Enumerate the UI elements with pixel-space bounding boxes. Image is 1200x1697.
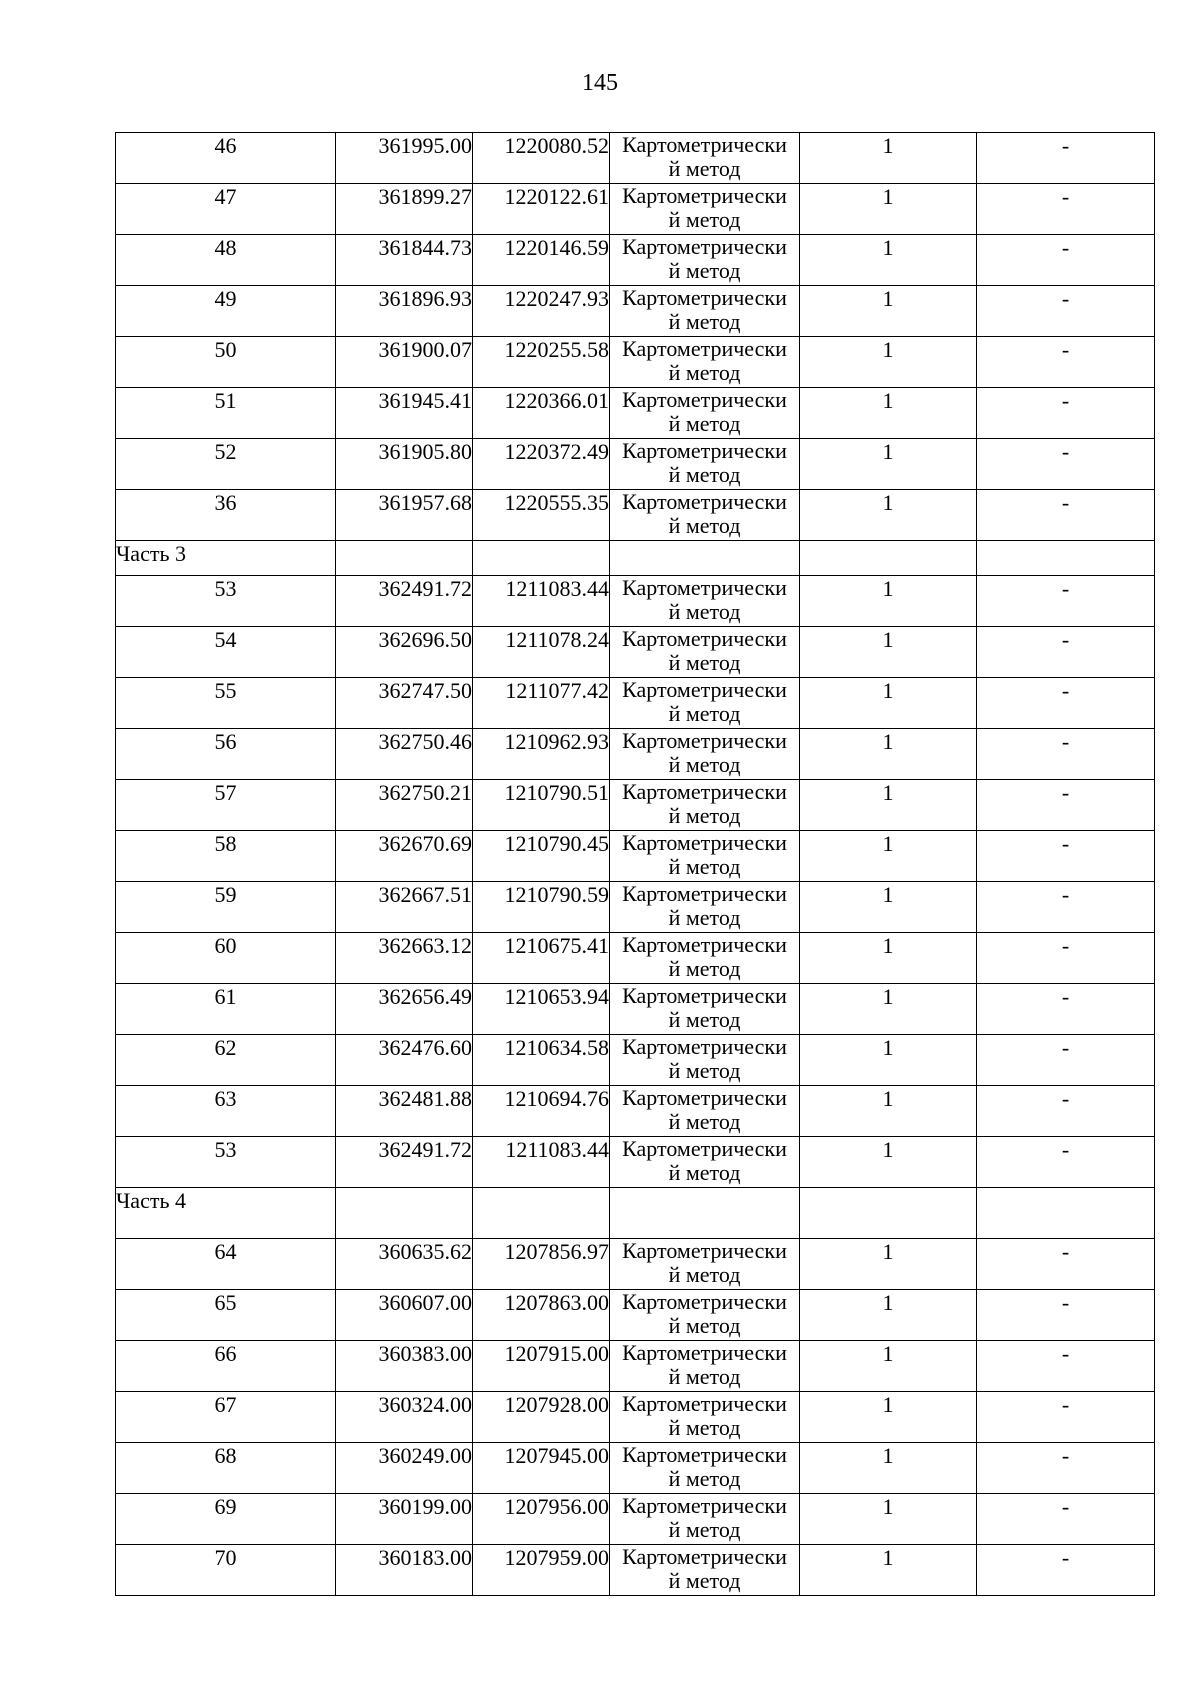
accuracy-cell: 1 <box>800 1086 977 1137</box>
table-row <box>116 882 1155 933</box>
point-number-cell: 60 <box>116 933 336 984</box>
method-cell <box>610 1035 800 1086</box>
accuracy-cell: 1 <box>800 729 977 780</box>
x-coordinate-cell: 362491.72 <box>336 576 473 627</box>
empty-cell <box>610 1188 800 1239</box>
table-row <box>116 1239 1155 1290</box>
point-number-cell: 67 <box>116 1392 336 1443</box>
method-line-1: Картометрически <box>622 489 787 514</box>
note-cell: - <box>977 388 1155 439</box>
x-coordinate-cell: 361905.80 <box>336 439 473 490</box>
table-row <box>116 286 1155 337</box>
accuracy-cell: 1 <box>800 439 977 490</box>
method-cell <box>610 388 800 439</box>
point-number-cell: 53 <box>116 576 336 627</box>
method-line-1: Картометрически <box>622 1391 787 1416</box>
point-number-cell: 52 <box>116 439 336 490</box>
table-row <box>116 831 1155 882</box>
x-coordinate-cell: 362476.60 <box>336 1035 473 1086</box>
method-line-2: й метод <box>668 411 741 436</box>
method-line-2: й метод <box>668 1313 741 1338</box>
note-cell: - <box>977 235 1155 286</box>
table-row <box>116 780 1155 831</box>
method-line-1: Картометрически <box>622 1442 787 1467</box>
accuracy-cell: 1 <box>800 184 977 235</box>
method-line-2: й метод <box>668 1466 741 1491</box>
method-line-2: й метод <box>668 1160 741 1185</box>
table-row <box>116 439 1155 490</box>
x-coordinate-cell: 362656.49 <box>336 984 473 1035</box>
x-coordinate-cell: 361957.68 <box>336 490 473 541</box>
y-coordinate-cell: 1207956.00 <box>473 1494 610 1545</box>
note-cell: - <box>977 490 1155 541</box>
method-line-1: Картометрически <box>622 1340 787 1365</box>
note-cell: - <box>977 1137 1155 1188</box>
method-line-1: Картометрически <box>622 575 787 600</box>
accuracy-cell: 1 <box>800 1239 977 1290</box>
accuracy-cell: 1 <box>800 490 977 541</box>
empty-cell <box>473 1188 610 1239</box>
section-header-row <box>116 1188 1155 1239</box>
x-coordinate-cell: 361900.07 <box>336 337 473 388</box>
point-number-cell: 50 <box>116 337 336 388</box>
y-coordinate-cell: 1207945.00 <box>473 1443 610 1494</box>
y-coordinate-cell: 1207928.00 <box>473 1392 610 1443</box>
x-coordinate-cell: 360383.00 <box>336 1341 473 1392</box>
method-cell <box>610 831 800 882</box>
y-coordinate-cell: 1207856.97 <box>473 1239 610 1290</box>
x-coordinate-cell: 361896.93 <box>336 286 473 337</box>
y-coordinate-cell: 1220372.49 <box>473 439 610 490</box>
y-coordinate-cell: 1220247.93 <box>473 286 610 337</box>
method-line-1: Картометрически <box>622 1289 787 1314</box>
method-cell <box>610 780 800 831</box>
method-cell <box>610 729 800 780</box>
method-line-2: й метод <box>668 1058 741 1083</box>
accuracy-cell: 1 <box>800 1443 977 1494</box>
x-coordinate-cell: 361844.73 <box>336 235 473 286</box>
method-cell <box>610 286 800 337</box>
y-coordinate-cell: 1220080.52 <box>473 133 610 184</box>
point-number-cell: 64 <box>116 1239 336 1290</box>
y-coordinate-cell: 1210790.45 <box>473 831 610 882</box>
point-number-cell: 49 <box>116 286 336 337</box>
method-cell <box>610 1341 800 1392</box>
x-coordinate-cell: 362747.50 <box>336 678 473 729</box>
empty-cell <box>977 1188 1155 1239</box>
method-line-1: Картометрически <box>622 881 787 906</box>
accuracy-cell: 1 <box>800 1494 977 1545</box>
accuracy-cell: 1 <box>800 627 977 678</box>
method-line-2: й метод <box>668 1364 741 1389</box>
empty-cell <box>800 541 977 576</box>
method-cell <box>610 133 800 184</box>
method-line-2: й метод <box>668 1262 741 1287</box>
note-cell: - <box>977 184 1155 235</box>
table-row <box>116 729 1155 780</box>
method-cell <box>610 439 800 490</box>
table-row <box>116 133 1155 184</box>
method-cell <box>610 933 800 984</box>
method-line-2: й метод <box>668 956 741 981</box>
x-coordinate-cell: 360607.00 <box>336 1290 473 1341</box>
y-coordinate-cell: 1210675.41 <box>473 933 610 984</box>
accuracy-cell: 1 <box>800 576 977 627</box>
y-coordinate-cell: 1210634.58 <box>473 1035 610 1086</box>
method-line-2: й метод <box>668 1007 741 1032</box>
method-cell <box>610 1137 800 1188</box>
method-line-1: Картометрически <box>622 1034 787 1059</box>
note-cell: - <box>977 678 1155 729</box>
y-coordinate-cell: 1211083.44 <box>473 576 610 627</box>
table-row <box>116 1290 1155 1341</box>
x-coordinate-cell: 361995.00 <box>336 133 473 184</box>
x-coordinate-cell: 360183.00 <box>336 1545 473 1596</box>
y-coordinate-cell: 1220555.35 <box>473 490 610 541</box>
method-line-2: й метод <box>668 854 741 879</box>
method-line-2: й метод <box>668 803 741 828</box>
x-coordinate-cell: 362481.88 <box>336 1086 473 1137</box>
y-coordinate-cell: 1210653.94 <box>473 984 610 1035</box>
point-number-cell: 58 <box>116 831 336 882</box>
accuracy-cell: 1 <box>800 678 977 729</box>
x-coordinate-cell: 360324.00 <box>336 1392 473 1443</box>
note-cell: - <box>977 1494 1155 1545</box>
point-number-cell: 68 <box>116 1443 336 1494</box>
method-cell <box>610 1443 800 1494</box>
accuracy-cell: 1 <box>800 337 977 388</box>
accuracy-cell: 1 <box>800 286 977 337</box>
note-cell: - <box>977 1290 1155 1341</box>
table-row <box>116 1392 1155 1443</box>
method-line-2: й метод <box>668 650 741 675</box>
point-number-cell: 46 <box>116 133 336 184</box>
point-number-cell: 51 <box>116 388 336 439</box>
note-cell: - <box>977 780 1155 831</box>
point-number-cell: 48 <box>116 235 336 286</box>
section-header-row <box>116 541 1155 576</box>
note-cell: - <box>977 439 1155 490</box>
accuracy-cell: 1 <box>800 882 977 933</box>
table-row <box>116 1341 1155 1392</box>
accuracy-cell: 1 <box>800 1035 977 1086</box>
method-cell <box>610 490 800 541</box>
point-number-cell: 66 <box>116 1341 336 1392</box>
method-line-2: й метод <box>668 1109 741 1134</box>
note-cell: - <box>977 984 1155 1035</box>
page-number: 145 <box>582 70 618 96</box>
point-number-cell: 65 <box>116 1290 336 1341</box>
table-row <box>116 1494 1155 1545</box>
method-line-1: Картометрически <box>622 1136 787 1161</box>
x-coordinate-cell: 362663.12 <box>336 933 473 984</box>
note-cell: - <box>977 576 1155 627</box>
empty-cell <box>800 1188 977 1239</box>
method-line-1: Картометрически <box>622 728 787 753</box>
table-row <box>116 1443 1155 1494</box>
x-coordinate-cell: 362667.51 <box>336 882 473 933</box>
method-cell <box>610 1290 800 1341</box>
y-coordinate-cell: 1211083.44 <box>473 1137 610 1188</box>
method-cell <box>610 1239 800 1290</box>
method-cell <box>610 184 800 235</box>
x-coordinate-cell: 360249.00 <box>336 1443 473 1494</box>
method-cell <box>610 1086 800 1137</box>
method-line-1: Картометрически <box>622 387 787 412</box>
method-line-1: Картометрически <box>622 1085 787 1110</box>
method-cell <box>610 576 800 627</box>
y-coordinate-cell: 1220366.01 <box>473 388 610 439</box>
section-label: Часть 4 <box>116 1188 336 1239</box>
point-number-cell: 63 <box>116 1086 336 1137</box>
point-number-cell: 69 <box>116 1494 336 1545</box>
x-coordinate-cell: 360199.00 <box>336 1494 473 1545</box>
method-line-2: й метод <box>668 360 741 385</box>
note-cell: - <box>977 831 1155 882</box>
method-line-1: Картометрически <box>622 1493 787 1518</box>
x-coordinate-cell: 360635.62 <box>336 1239 473 1290</box>
coordinates-table <box>115 132 1155 1596</box>
y-coordinate-cell: 1211077.42 <box>473 678 610 729</box>
empty-cell <box>473 541 610 576</box>
method-line-1: Картометрически <box>622 932 787 957</box>
method-cell <box>610 1392 800 1443</box>
point-number-cell: 47 <box>116 184 336 235</box>
method-line-2: й метод <box>668 1568 741 1593</box>
accuracy-cell: 1 <box>800 933 977 984</box>
y-coordinate-cell: 1220146.59 <box>473 235 610 286</box>
table-row <box>116 576 1155 627</box>
accuracy-cell: 1 <box>800 1392 977 1443</box>
x-coordinate-cell: 362491.72 <box>336 1137 473 1188</box>
empty-cell <box>336 541 473 576</box>
note-cell: - <box>977 1341 1155 1392</box>
y-coordinate-cell: 1210694.76 <box>473 1086 610 1137</box>
table-row <box>116 490 1155 541</box>
y-coordinate-cell: 1207959.00 <box>473 1545 610 1596</box>
x-coordinate-cell: 362696.50 <box>336 627 473 678</box>
note-cell: - <box>977 933 1155 984</box>
method-line-2: й метод <box>668 513 741 538</box>
method-line-1: Картометрически <box>622 626 787 651</box>
y-coordinate-cell: 1220255.58 <box>473 337 610 388</box>
point-number-cell: 59 <box>116 882 336 933</box>
empty-cell <box>977 541 1155 576</box>
method-line-2: й метод <box>668 309 741 334</box>
point-number-cell: 61 <box>116 984 336 1035</box>
accuracy-cell: 1 <box>800 780 977 831</box>
table-row <box>116 627 1155 678</box>
y-coordinate-cell: 1210790.51 <box>473 780 610 831</box>
point-number-cell: 70 <box>116 1545 336 1596</box>
table-row <box>116 1137 1155 1188</box>
method-line-2: й метод <box>668 752 741 777</box>
y-coordinate-cell: 1211078.24 <box>473 627 610 678</box>
table-row <box>116 984 1155 1035</box>
method-cell <box>610 1545 800 1596</box>
accuracy-cell: 1 <box>800 1545 977 1596</box>
note-cell: - <box>977 729 1155 780</box>
method-line-2: й метод <box>668 258 741 283</box>
accuracy-cell: 1 <box>800 388 977 439</box>
y-coordinate-cell: 1207863.00 <box>473 1290 610 1341</box>
method-line-2: й метод <box>668 207 741 232</box>
note-cell: - <box>977 337 1155 388</box>
point-number-cell: 55 <box>116 678 336 729</box>
table-row <box>116 1086 1155 1137</box>
method-cell <box>610 337 800 388</box>
note-cell: - <box>977 1392 1155 1443</box>
point-number-cell: 62 <box>116 1035 336 1086</box>
method-line-1: Картометрически <box>622 336 787 361</box>
method-line-1: Картометрически <box>622 285 787 310</box>
coordinates-table-body <box>116 133 1155 1596</box>
accuracy-cell: 1 <box>800 831 977 882</box>
method-line-2: й метод <box>668 701 741 726</box>
accuracy-cell: 1 <box>800 133 977 184</box>
method-line-2: й метод <box>668 599 741 624</box>
note-cell: - <box>977 1443 1155 1494</box>
x-coordinate-cell: 361945.41 <box>336 388 473 439</box>
method-line-1: Картометрически <box>622 1238 787 1263</box>
method-cell <box>610 1494 800 1545</box>
note-cell: - <box>977 133 1155 184</box>
y-coordinate-cell: 1210790.59 <box>473 882 610 933</box>
y-coordinate-cell: 1210962.93 <box>473 729 610 780</box>
method-line-1: Картометрически <box>622 983 787 1008</box>
x-coordinate-cell: 362750.46 <box>336 729 473 780</box>
empty-cell <box>336 1188 473 1239</box>
accuracy-cell: 1 <box>800 235 977 286</box>
method-line-1: Картометрически <box>622 830 787 855</box>
method-line-1: Картометрически <box>622 183 787 208</box>
method-line-1: Картометрически <box>622 234 787 259</box>
note-cell: - <box>977 1545 1155 1596</box>
table-row <box>116 337 1155 388</box>
note-cell: - <box>977 1086 1155 1137</box>
method-line-2: й метод <box>668 905 741 930</box>
method-line-1: Картометрически <box>622 132 787 157</box>
note-cell: - <box>977 882 1155 933</box>
point-number-cell: 36 <box>116 490 336 541</box>
table-row <box>116 388 1155 439</box>
x-coordinate-cell: 362670.69 <box>336 831 473 882</box>
table-row <box>116 184 1155 235</box>
point-number-cell: 53 <box>116 1137 336 1188</box>
point-number-cell: 54 <box>116 627 336 678</box>
accuracy-cell: 1 <box>800 1137 977 1188</box>
table-row <box>116 1545 1155 1596</box>
method-line-1: Картометрически <box>622 1544 787 1569</box>
table-row <box>116 235 1155 286</box>
method-cell <box>610 235 800 286</box>
point-number-cell: 57 <box>116 780 336 831</box>
y-coordinate-cell: 1220122.61 <box>473 184 610 235</box>
y-coordinate-cell: 1207915.00 <box>473 1341 610 1392</box>
section-label: Часть 3 <box>116 541 336 576</box>
note-cell: - <box>977 1035 1155 1086</box>
method-line-1: Картометрически <box>622 677 787 702</box>
method-line-2: й метод <box>668 1415 741 1440</box>
accuracy-cell: 1 <box>800 984 977 1035</box>
method-line-1: Картометрически <box>622 779 787 804</box>
method-line-2: й метод <box>668 156 741 181</box>
empty-cell <box>610 541 800 576</box>
note-cell: - <box>977 627 1155 678</box>
method-cell <box>610 627 800 678</box>
note-cell: - <box>977 286 1155 337</box>
method-line-1: Картометрически <box>622 438 787 463</box>
method-line-2: й метод <box>668 462 741 487</box>
note-cell: - <box>977 1239 1155 1290</box>
accuracy-cell: 1 <box>800 1341 977 1392</box>
method-cell <box>610 678 800 729</box>
accuracy-cell: 1 <box>800 1290 977 1341</box>
table-row <box>116 933 1155 984</box>
x-coordinate-cell: 361899.27 <box>336 184 473 235</box>
table-row <box>116 678 1155 729</box>
method-line-2: й метод <box>668 1517 741 1542</box>
x-coordinate-cell: 362750.21 <box>336 780 473 831</box>
table-row <box>116 1035 1155 1086</box>
point-number-cell: 56 <box>116 729 336 780</box>
method-cell <box>610 984 800 1035</box>
method-cell <box>610 882 800 933</box>
